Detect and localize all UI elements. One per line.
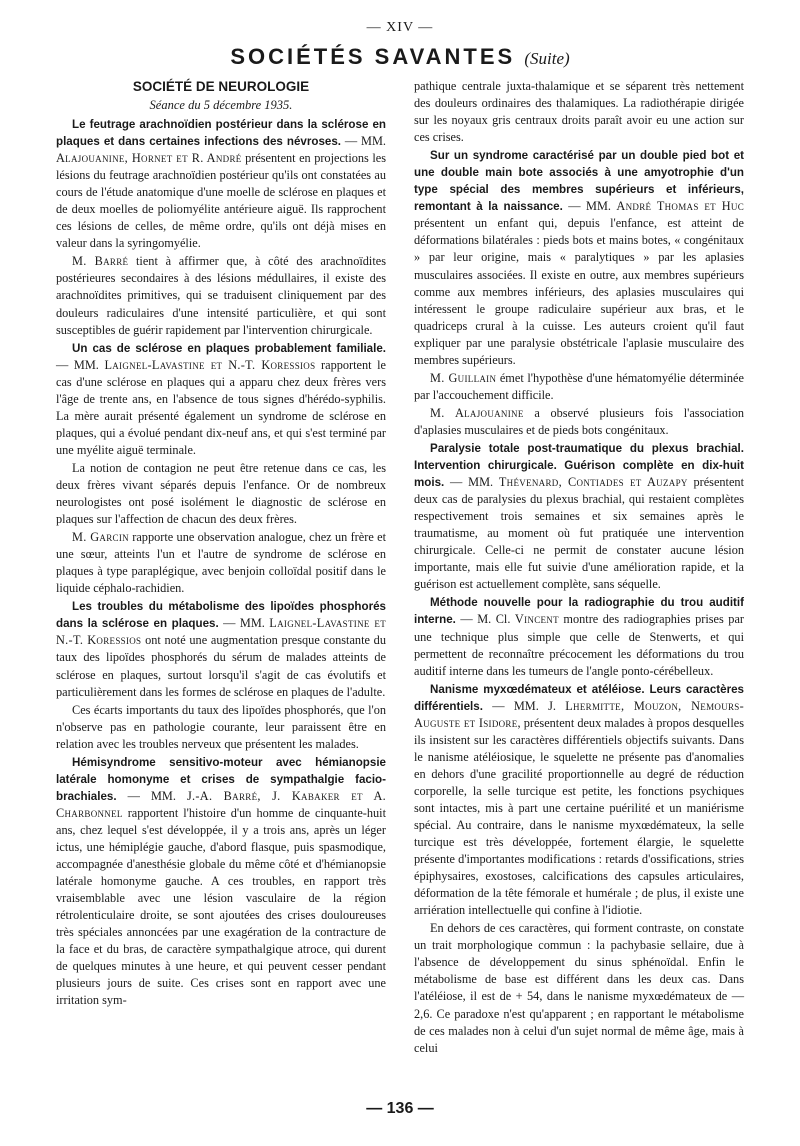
article-plexus-brachial: Paralysie totale post-traumatique du plexus brachial. Intervention chirurgicale. Guérison complète en dix-huit mois. — MM. Thévenard, Contiades et Auzapy présentent deux cas de paralysies du plexus brachial, qui restaient complètes respectivement trois semaines et six semaines après le traumatisme, au moment où fut pratiquée une intervention chirurgicale. Celle-ci ne permit de constater aucune lésion importante, mais elle fut suivie d'une amélioration rapide, et la guérison est actuellement complète, sans séquelle. [414,441,744,592]
author-names: Laignel-Lavastine et N.-T. Koressios [56,616,387,648]
article-hemisyndrome: Hémisyndrome sensitivo-moteur avec hémianopsie latérale homonyme et crises de sympathalgie facio-brachiales. — MM. J.-A. Barré, J. Kabaker et A. Charbonnel rapportent l'histoire d'un homme de cinquante-huit ans, chez lequel s'est développée, il y a trois ans, après un léger ictus, une hémiplégie gauche, d'abord flasque, puis spasmodique, accompagnée d'anesthésie globale du même côté et d'hémianopsie latérale homonyme gauche. A ces troubles, en rapport très vraisemblable avec une lésion vasculaire de la région rétrolenticulaire droite, se sont ajoutées des crises douloureuses très spéciales annoncées par une exagération de la contracture de la face et du bras, de caractère sympathalgique atroce, qui durent de quelques minutes à une heure, et qui peuvent cesser pendant plusieurs jours de suite. Ces crises sont en rapport avec une irritation sym- [56,755,386,1008]
article-title: Méthode nouvelle pour la radiographie du trou auditif interne. [414,596,744,627]
author-names: M. Barré [72,254,129,269]
article-title: Hémisyndrome sensitivo-moteur avec hémianopsie latérale homonyme et crises de sympathalgie facio-brachiales. [56,755,386,803]
paragraph: M. Guillain émet l'hypothèse d'une hématomyélie déterminée par l'accouchement difficile. [414,370,744,402]
author-names: Alajouanine, Hornet et R. André [56,151,242,166]
page-number: — 136 — [366,1100,434,1117]
paragraph: En dehors de ces caractères, qui forment contraste, on constate un trait morphologique commun : la pachybasie sellaire, due à l'absence de développement du sinus sphénoïdal. Enfin le métabolisme de base est différent dans les deux cas. Dans l'atéléiose, il est de + 54, dans le nanisme myxœdémateux de — 2,6. Ce paradoxe n'est qu'apparent ; en rapportant le métabolisme de ces malades non à celui d'un sujet normal de même âge, mais à celui [414,921,744,1055]
article-feutrage: Le feutrage arachnoïdien postérieur dans la sclérose en plaques et dans certaines infections des névroses. — MM. Alajouanine, Hornet et R. André présentent en projections les lésions du feutrage arachnoïdien postérieur qu'ils ont constatées au cours de l'étude anatomique d'une moelle de sclérose en plaques et de deux moelles de poliomyélite antérieure aiguë. Ils rapprochent ces lésions de celles, de même ordre, qu'ils ont déjà mises en valeur dans la syringomyélie. [56,118,386,251]
author-names: M. Garcin [72,530,129,545]
article-nanisme: Nanisme myxœdémateux et atéléiose. Leurs caractères différentiels. — MM. J. Lhermitte, Mouzon, Nemours-Auguste et Isidore, présentent deux malades à propos desquelles ils insistent sur les caractères différentiels objectifs suivants. Dans le nanisme atéléiosique, le squelette ne présente pas d'anomalies en dehors d'une gracilité proportionnelle au degré de réduction corporelle, la selle turcique est petite, les fonctions psychiques sont intactes, mis à part une certaine puérilité et un maniérisme spécial. Au contraire, dans le nanisme myxœdémateux, la selle turcique est très développée, fortement élargie, le squelette présente d'importantes modifications : retards d'ossifications, stries épiphysaires, exostoses, calcifications des capsules articulaires, déformation de la tête fémorale et humérale ; de plus, il existe une arriération intellectuelle qui confine à l'idiotie. [414,682,744,918]
author-names: Vincent [514,612,559,627]
article-title: Paralysie totale post-traumatique du plexus brachial. Intervention chirurgicale. Guérison complète en dix-huit mois. [414,441,744,490]
society-heading: SOCIÉTÉ DE NEUROLOGIE [132,79,310,94]
article-pied-bot: Sur un syndrome caractérisé par un double pied bot et une double main bote associés à une amyotrophie d'un type spécial des membres supérieurs et inférieurs, remontant à la naissance. — MM. André Thomas et Huc présentent un enfant qui, depuis l'enfance, est atteint de déformations bilatérales : pieds bots et mains botes, « congénitaux » par leur origine, mais « paralytiques » par les aplasies musculaires associées. Il existe en outre, aux membres supérieurs comme aux membres inférieurs, des aplasies musculaires qui intéressent le groupe radiculaire supérieur aux bras, et le quadriceps crural à la cuisse. Les auteurs croient qu'il faut expliquer par une paralysie obstétricale l'aplasie musculaire des membres supérieurs. [414,149,744,367]
author-names: M. Guillain [430,370,497,385]
title-text: SOCIÉTÉS SAVANTES [230,44,516,69]
author-names: Lhermitte, Mouzon, Nemours-Auguste et Isidore [414,698,744,730]
author-names: J.-A. Barré, J. Kabaker et A. Charbonnel [56,788,386,820]
paragraph-continued: pathique centrale juxta-thalamique et se séparent très nettement des douleurs ordinaires des thalamiques. La radiothérapie dirigée sur les noyaux gris centraux droits paraît avoir eu une action sur ces crises. [414,79,744,145]
article-title: Un cas de sclérose en plaques probablement familiale. [72,341,386,355]
paragraph: Ces écarts importants du taux des lipoïdes phosphorés, que l'on n'observe pas en pathologie courante, leur paraissent être en relation avec les troubles nerveux que présentent les malades. [56,702,386,751]
paragraph: La notion de contagion ne peut être retenue dans ce cas, les deux frères vivant séparés depuis l'enfance. Or de nombreux neurologistes ont posé isolément le diagnostic de sclérose en plaques sur l'affection de chacun des deux frères. [56,460,386,527]
title-suffix: (Suite) [524,49,570,68]
roman-page-number: — XIV — [366,20,434,35]
article-sclerose-familiale: Un cas de sclérose en plaques probablement familiale. — MM. Laignel-Lavastine et N.-T. Koressios rapportent le cas d'une sclérose en plaques qui a apparu chez deux frères vers l'âge de trente ans, en l'absence de tous signes d'hérédo-syphilis. La mère aurait présenté également un syndrome de sclérose en plaques, qui a évolué pendant dix-neuf ans, et qui s'est terminé par une myélite aiguë terminale. [56,341,387,457]
right-column [414,78,744,1058]
author-names: André Thomas et Huc [616,199,744,214]
author-names: M. Alajouanine [430,405,524,420]
author-names: Laignel-Lavastine et N.-T. Koressios [104,357,316,372]
article-lipoides: Les troubles du métabolisme des lipoïdes phosphorés dans la sclérose en plaques. — MM. Laignel-Lavastine et N.-T. Koressios ont noté une augmentation presque constante du taux des lipoïdes phosphorés du sérum de malades atteints de sclérose en plaques, surtout lorsqu'il s'agit de cas évolutifs et particulièrement dans les formes de sclérose en plaques de l'adulte. [56,600,387,699]
paragraph: M. Garcin rapporte une observation analogue, chez un frère et une sœur, atteints l'un et l'autre de syndrome de sclérose en plaques à type paraplégique, avec benjoin colloïdal positif dans le liquide céphalo-rachidien. [56,530,386,596]
article-radiographie: Méthode nouvelle pour la radiographie du trou auditif interne. — M. Cl. Vincent montre des radiographies prises par une technique plus simple que celle de Stenwerts, et qui permettent de reconnaître précocement les déformations du trou auditif interne dans les tumeurs de l'angle ponto-cérébelleux. [414,596,744,678]
paragraph: M. Alajouanine a observé plusieurs fois l'association d'aplasies musculaires et de pieds bots congénitaux. [414,405,744,437]
session-date: Séance du 5 décembre 1935. [149,98,293,112]
article-title: Sur un syndrome caractérisé par un double pied bot et une double main bote associés à une amyotrophie d'un type spécial des membres supérieurs et inférieurs, remontant à la naissance. [414,149,744,214]
left-column [56,78,386,1010]
article-title: Les troubles du métabolisme des lipoïdes phosphorés dans la sclérose en plaques. [56,600,386,631]
article-title: Nanisme myxœdémateux et atéléiose. Leurs caractères différentiels. [414,682,744,713]
paragraph: M. Barré tient à affirmer que, à côté des arachnoïdites postérieures secondaires à des lésions médullaires, il existe des arachnoïdites primitives, qui se traduisent cliniquement par des douleurs radiculaires d'une intensité particulière, et qui sont susceptibles de guérir rapidement par l'intervention chirurgicale. [56,254,386,337]
author-names: Thévenard, Contiades et Auzapy [498,475,688,490]
article-title: Le feutrage arachnoïdien postérieur dans la sclérose en plaques et dans certaines infections des névroses. [56,118,386,149]
running-title [0,44,800,70]
